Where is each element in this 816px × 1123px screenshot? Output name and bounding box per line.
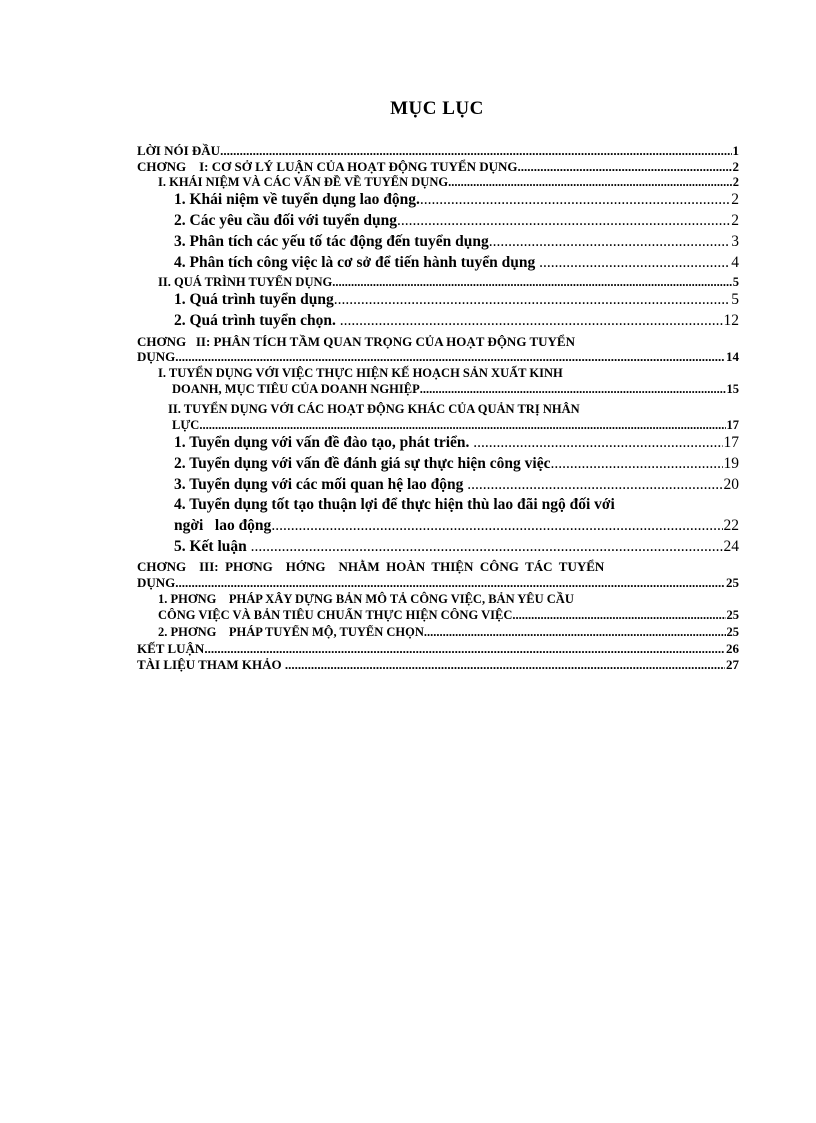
toc-entry[interactable]: [174, 190, 739, 210]
toc-page-number: 27: [726, 657, 739, 672]
toc-entry-heading[interactable]: I. TUYỂN DỤNG VỚI VIỆC THỰC HIỆN KẾ HOẠCH SẢN XUẤT KINH: [158, 366, 563, 380]
dot-leader: [175, 575, 725, 590]
toc-page-number: 2: [731, 212, 739, 229]
toc-page-number: 2: [732, 175, 739, 189]
toc-page-number: 17: [723, 434, 739, 451]
dot-leader: [424, 625, 726, 640]
dot-leader: [489, 232, 730, 252]
toc-entry-label: 3. Tuyển dụng với các mối quan hệ lao động: [174, 476, 468, 493]
dot-leader: [340, 311, 723, 331]
toc-entry[interactable]: [158, 608, 739, 623]
toc-entry[interactable]: [137, 641, 739, 656]
toc-entry-label: TÀI LIỆU THAM KHẢO: [137, 657, 285, 672]
toc-entry-label: DOANH, MỤC TIÊU CỦA DOANH NGHIỆP: [172, 382, 420, 396]
toc-entry[interactable]: [158, 275, 739, 290]
toc-entry[interactable]: [174, 433, 739, 453]
toc-entry-label: 3. Phân tích các yếu tố tác động đến tuyển dụng: [174, 233, 489, 250]
toc-page-number: 5: [731, 291, 739, 308]
toc-entry[interactable]: [137, 575, 739, 590]
toc-page-number: 3: [731, 233, 739, 250]
toc-page-number: 15: [726, 382, 739, 396]
toc-entry[interactable]: [137, 143, 739, 158]
toc-page-number: 1: [732, 143, 739, 158]
dot-leader: [473, 433, 722, 453]
toc-entry-label: 2. Các yêu cầu đối với tuyển dụng: [174, 212, 398, 229]
toc-entry-label: 2. Quá trình tuyển chọn.: [174, 312, 340, 329]
toc-page-number: 2: [732, 159, 739, 174]
dot-leader: [179, 349, 725, 364]
toc-page-number: 24: [723, 538, 739, 555]
toc-entry[interactable]: [174, 290, 739, 310]
dot-leader: [512, 608, 725, 623]
toc-page-number: 25: [726, 575, 739, 590]
dot-leader: [220, 143, 731, 158]
dot-leader: [451, 175, 732, 190]
dot-leader: [271, 516, 722, 536]
dot-leader: [550, 454, 722, 474]
toc-entry-label: LỰC: [172, 418, 200, 432]
dot-leader: [204, 641, 725, 656]
toc-page-number: 5: [732, 275, 739, 289]
toc-entry[interactable]: [172, 418, 739, 433]
toc-entry-heading[interactable]: II. TUYỂN DỤNG VỚI CÁC HOẠT ĐỘNG KHÁC CỦA QUẢN TRỊ NHÂN: [168, 402, 580, 416]
toc-entry-label: 1. Tuyển dụng với vấn đề đào tạo, phát triển.: [174, 434, 474, 451]
toc-entry-heading[interactable]: 4. Tuyển dụng tốt tạo thuận lợi để thực hiện thù lao đãi ngộ đối với: [174, 496, 615, 513]
dot-leader: [332, 275, 732, 290]
dot-leader: [199, 418, 725, 433]
toc-page-number: 22: [723, 517, 739, 534]
toc-page-number: 4: [731, 254, 739, 271]
toc-entry[interactable]: [137, 657, 739, 672]
dot-leader: [420, 382, 726, 397]
toc-entry-label: 4. Phân tích công việc là cơ sở để tiến hành tuyển dụng: [174, 254, 540, 271]
toc-entry[interactable]: [174, 253, 739, 273]
toc-entry-label: 2. Tuyển dụng với vấn đề đánh giá sự thực hiện công việc: [174, 455, 551, 472]
toc-entry[interactable]: [174, 516, 739, 536]
toc-entry-heading[interactable]: 1. PHƠNG PHÁP XÂY DỰNG BẢN MÔ TẢ CÔNG VIỆC, BẢN YÊU CẦU: [158, 592, 574, 606]
toc-page-number: 17: [726, 418, 739, 432]
toc-entry-label: ngời lao động: [174, 517, 272, 534]
dot-leader: [397, 211, 730, 231]
toc-entry-heading[interactable]: CHƠNG III: PHƠNG HỚNG NHẰM HOÀN THIỆN CÔNG TÁC TUYỂN: [137, 559, 605, 574]
toc-page-number: 26: [726, 641, 739, 656]
toc-entry[interactable]: [158, 625, 739, 640]
toc-entry[interactable]: [174, 311, 739, 331]
toc-entry-label: 1. Khái niệm về tuyển dụng lao động.: [174, 191, 420, 208]
dot-leader: [251, 537, 723, 557]
dot-leader: [467, 475, 722, 495]
toc-page-number: 2: [731, 191, 739, 208]
toc-page-number: 12: [723, 312, 739, 329]
toc-page-number: 14: [726, 349, 739, 364]
toc-entry-label: I. KHÁI NIỆM VÀ CÁC VẤN ĐỀ VỀ TUYỂN DỤNG.: [158, 175, 452, 189]
toc-entry[interactable]: [174, 454, 739, 474]
dot-leader: [285, 657, 725, 672]
toc-entry[interactable]: [174, 475, 739, 495]
toc-entry-label: II. QUÁ TRÌNH TUYỂN DỤNG: [158, 275, 333, 289]
toc-entry-label: 2. PHƠNG PHÁP TUYỂN MỘ, TUYỂN CHỌN: [158, 625, 424, 639]
toc-page-number: 19: [723, 455, 739, 472]
toc-entry-label: KẾT LUẬN: [137, 641, 205, 656]
toc-entry[interactable]: [158, 175, 739, 190]
toc-entry-heading[interactable]: CHƠNG II: PHÂN TÍCH TẦM QUAN TRỌNG CỦA HOẠT ĐỘNG TUYỂN: [137, 334, 575, 349]
toc-entry[interactable]: [174, 537, 739, 557]
toc-entry[interactable]: [137, 159, 739, 174]
toc-page-number: 20: [723, 476, 739, 493]
toc-entry-label: 5. Kết luận: [174, 538, 251, 555]
toc-entry[interactable]: [174, 211, 739, 231]
toc-entry-label: LỜI NÓI ĐẦU: [137, 143, 221, 158]
toc-entry[interactable]: [137, 349, 739, 364]
toc-entry[interactable]: [174, 232, 739, 252]
toc-page-number: 25: [726, 625, 739, 639]
page-title: MỤC LỤC: [390, 98, 484, 119]
dot-leader: [420, 190, 730, 210]
toc-entry-label: 1. Quá trình tuyển dụng: [174, 291, 334, 308]
toc-page-number: 25: [726, 608, 739, 622]
dot-leader: [518, 159, 732, 174]
dot-leader: [539, 253, 730, 273]
toc-entry-label: CÔNG VIỆC VÀ BẢN TIÊU CHUẨN THỰC HIỆN CÔNG VIỆC: [158, 608, 513, 622]
toc-entry-label: DỤNG: [137, 575, 176, 590]
dot-leader: [334, 290, 730, 310]
toc-entry-label: CHƠNG I: CƠ SỞ LÝ LUẬN CỦA HOẠT ĐỘNG TUYỂN DỤNG: [137, 159, 518, 174]
toc-entry[interactable]: [172, 382, 739, 397]
toc-entry-label: DỤNG.: [137, 349, 179, 364]
